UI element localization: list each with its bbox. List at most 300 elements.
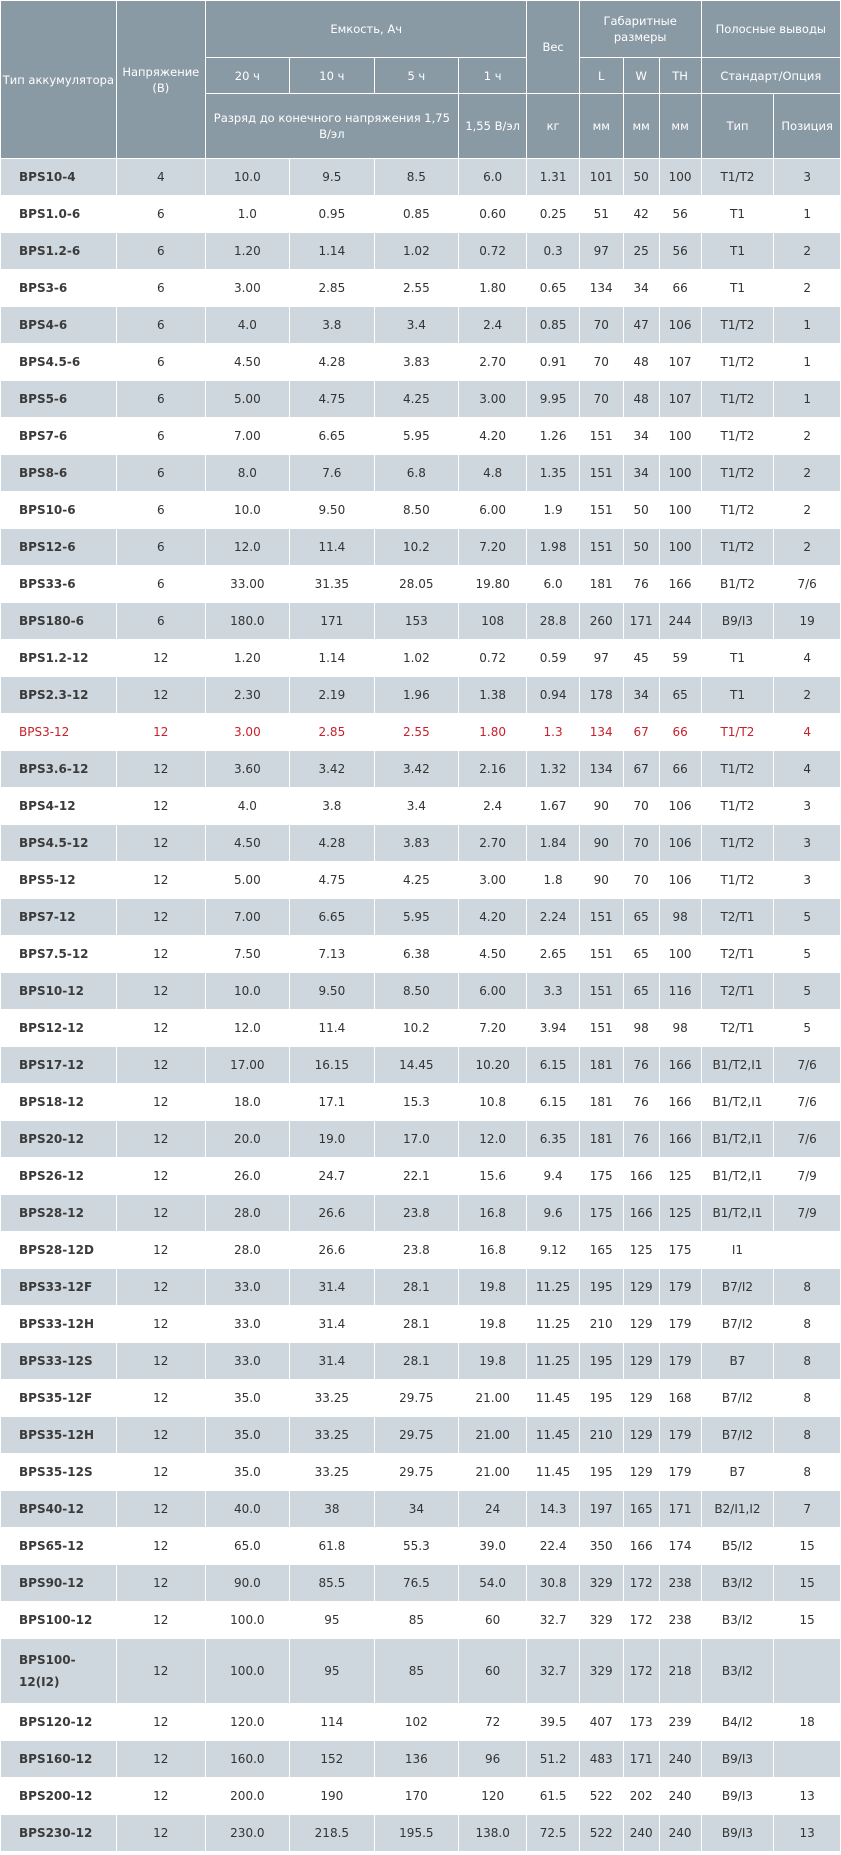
- cell-length: 70: [579, 381, 623, 418]
- cell-cap-1h: 19.8: [458, 1306, 527, 1343]
- cell-terminal-type: T1: [701, 640, 774, 677]
- cell-cap-1h: 21.00: [458, 1417, 527, 1454]
- cell-height: 59: [659, 640, 701, 677]
- cell-terminal-type: B7/I2: [701, 1269, 774, 1306]
- cell-width: 70: [623, 788, 659, 825]
- cell-weight: 39.5: [527, 1704, 579, 1741]
- header-dim-l: L: [579, 58, 623, 94]
- cell-width: 70: [623, 825, 659, 862]
- cell-voltage: 12: [116, 1639, 205, 1704]
- cell-model: BPS28-12D: [1, 1232, 117, 1269]
- table-row: [1, 788, 841, 825]
- cell-terminal-type: B9/I3: [701, 1815, 774, 1852]
- cell-cap-5h: 3.83: [374, 825, 458, 862]
- cell-terminal-type: T1/T2: [701, 455, 774, 492]
- cell-model: BPS65-12: [1, 1528, 117, 1565]
- cell-cap-5h: 170: [374, 1778, 458, 1815]
- cell-voltage: 12: [116, 1778, 205, 1815]
- cell-terminal-type: B5/I2: [701, 1528, 774, 1565]
- cell-cap-10h: 171: [289, 603, 374, 640]
- cell-cap-1h: 4.8: [458, 455, 527, 492]
- cell-weight: 0.59: [527, 640, 579, 677]
- cell-weight: 6.15: [527, 1084, 579, 1121]
- cell-voltage: 12: [116, 936, 205, 973]
- cell-terminal-position: 8: [774, 1454, 841, 1491]
- cell-height: 106: [659, 788, 701, 825]
- cell-voltage: 12: [116, 1491, 205, 1528]
- cell-width: 171: [623, 603, 659, 640]
- cell-cap-1h: 3.00: [458, 862, 527, 899]
- cell-terminal-type: T2/T1: [701, 1010, 774, 1047]
- cell-cap-10h: 33.25: [289, 1417, 374, 1454]
- cell-terminal-position: [774, 1741, 841, 1778]
- cell-model: BPS35-12H: [1, 1417, 117, 1454]
- cell-length: 181: [579, 1047, 623, 1084]
- cell-model: BPS90-12: [1, 1565, 117, 1602]
- cell-cap-20h: 100.0: [205, 1602, 289, 1639]
- cell-voltage: 12: [116, 1602, 205, 1639]
- table-row: [1, 1491, 841, 1528]
- cell-terminal-type: B7: [701, 1454, 774, 1491]
- cell-model: BPS10-6: [1, 492, 117, 529]
- cell-width: 65: [623, 936, 659, 973]
- cell-voltage: 12: [116, 1741, 205, 1778]
- cell-terminal-type: B9/I3: [701, 603, 774, 640]
- cell-cap-10h: 6.65: [289, 418, 374, 455]
- table-row: [1, 603, 841, 640]
- cell-cap-10h: 114: [289, 1704, 374, 1741]
- cell-voltage: 12: [116, 1232, 205, 1269]
- cell-height: 166: [659, 566, 701, 603]
- cell-model: BPS40-12: [1, 1491, 117, 1528]
- cell-cap-20h: 12.0: [205, 1010, 289, 1047]
- cell-cap-20h: 65.0: [205, 1528, 289, 1565]
- cell-terminal-type: B3/I2: [701, 1602, 774, 1639]
- cell-length: 210: [579, 1306, 623, 1343]
- cell-terminal-position: 2: [774, 418, 841, 455]
- cell-cap-20h: 3.00: [205, 714, 289, 751]
- cell-cap-20h: 4.50: [205, 825, 289, 862]
- cell-height: 66: [659, 751, 701, 788]
- cell-cap-20h: 35.0: [205, 1417, 289, 1454]
- cell-voltage: 12: [116, 751, 205, 788]
- cell-terminal-position: 2: [774, 677, 841, 714]
- cell-cap-20h: 4.0: [205, 307, 289, 344]
- cell-width: 42: [623, 196, 659, 233]
- header-terminals: Полосные выводы: [701, 1, 840, 58]
- table-row: [1, 1528, 841, 1565]
- table-row: [1, 1639, 841, 1704]
- cell-terminal-position: 4: [774, 640, 841, 677]
- cell-cap-10h: 24.7: [289, 1158, 374, 1195]
- cell-length: 197: [579, 1491, 623, 1528]
- cell-length: 151: [579, 455, 623, 492]
- cell-length: 181: [579, 1084, 623, 1121]
- header-discharge-note-1h: 1,55 В/эл: [458, 94, 527, 159]
- cell-cap-1h: 39.0: [458, 1528, 527, 1565]
- cell-cap-20h: 33.0: [205, 1343, 289, 1380]
- header-rate-10h: 10 ч: [289, 58, 374, 94]
- cell-cap-10h: 11.4: [289, 1010, 374, 1047]
- cell-width: 173: [623, 1704, 659, 1741]
- cell-cap-5h: 0.85: [374, 196, 458, 233]
- cell-cap-20h: 90.0: [205, 1565, 289, 1602]
- cell-height: 56: [659, 233, 701, 270]
- cell-cap-1h: 12.0: [458, 1121, 527, 1158]
- cell-terminal-position: 7: [774, 1491, 841, 1528]
- cell-cap-10h: 61.8: [289, 1528, 374, 1565]
- header-weight: Вес: [527, 1, 579, 94]
- cell-height: 107: [659, 344, 701, 381]
- cell-cap-10h: 9.50: [289, 973, 374, 1010]
- cell-cap-10h: 1.14: [289, 640, 374, 677]
- table-row: [1, 714, 841, 751]
- cell-cap-10h: 3.8: [289, 788, 374, 825]
- cell-cap-1h: 72: [458, 1704, 527, 1741]
- cell-cap-1h: 19.80: [458, 566, 527, 603]
- cell-length: 151: [579, 529, 623, 566]
- cell-model: BPS100-12(I2): [1, 1639, 117, 1704]
- cell-weight: 11.25: [527, 1269, 579, 1306]
- cell-cap-5h: 23.8: [374, 1195, 458, 1232]
- cell-terminal-position: 1: [774, 344, 841, 381]
- cell-cap-10h: 9.5: [289, 159, 374, 196]
- cell-height: 66: [659, 714, 701, 751]
- table-row: [1, 492, 841, 529]
- cell-height: 116: [659, 973, 701, 1010]
- cell-weight: 9.6: [527, 1195, 579, 1232]
- cell-model: BPS7-12: [1, 899, 117, 936]
- cell-cap-5h: 10.2: [374, 529, 458, 566]
- cell-cap-1h: 138.0: [458, 1815, 527, 1852]
- cell-width: 34: [623, 270, 659, 307]
- cell-terminal-type: B1/T2: [701, 566, 774, 603]
- cell-height: 100: [659, 529, 701, 566]
- cell-length: 407: [579, 1704, 623, 1741]
- cell-terminal-position: 8: [774, 1417, 841, 1454]
- cell-weight: 1.9: [527, 492, 579, 529]
- cell-cap-20h: 28.0: [205, 1195, 289, 1232]
- cell-terminal-position: 7/6: [774, 1084, 841, 1121]
- cell-cap-5h: 85: [374, 1602, 458, 1639]
- cell-terminal-type: B7/I2: [701, 1417, 774, 1454]
- cell-terminal-type: T2/T1: [701, 899, 774, 936]
- cell-width: 34: [623, 418, 659, 455]
- cell-weight: 0.85: [527, 307, 579, 344]
- cell-cap-20h: 120.0: [205, 1704, 289, 1741]
- cell-cap-10h: 17.1: [289, 1084, 374, 1121]
- cell-weight: 1.84: [527, 825, 579, 862]
- cell-length: 90: [579, 862, 623, 899]
- cell-terminal-position: 8: [774, 1269, 841, 1306]
- cell-cap-1h: 60: [458, 1602, 527, 1639]
- cell-cap-20h: 4.0: [205, 788, 289, 825]
- header-dimensions: Габаритные размеры: [579, 1, 701, 58]
- cell-terminal-type: B1/T2,I1: [701, 1195, 774, 1232]
- cell-cap-1h: 7.20: [458, 529, 527, 566]
- cell-terminal-position: 7/9: [774, 1195, 841, 1232]
- cell-height: 56: [659, 196, 701, 233]
- cell-weight: 0.25: [527, 196, 579, 233]
- cell-cap-1h: 10.20: [458, 1047, 527, 1084]
- cell-cap-5h: 5.95: [374, 418, 458, 455]
- table-row: [1, 529, 841, 566]
- cell-cap-20h: 100.0: [205, 1639, 289, 1704]
- cell-voltage: 6: [116, 529, 205, 566]
- cell-cap-5h: 28.1: [374, 1343, 458, 1380]
- cell-weight: 1.8: [527, 862, 579, 899]
- cell-cap-10h: 3.8: [289, 307, 374, 344]
- cell-height: 125: [659, 1158, 701, 1195]
- cell-width: 48: [623, 381, 659, 418]
- header-unit-mm-th: мм: [659, 94, 701, 159]
- cell-height: 100: [659, 418, 701, 455]
- cell-voltage: 6: [116, 455, 205, 492]
- cell-cap-10h: 31.4: [289, 1269, 374, 1306]
- table-row: [1, 1232, 841, 1269]
- cell-weight: 11.25: [527, 1306, 579, 1343]
- cell-cap-20h: 33.0: [205, 1306, 289, 1343]
- cell-terminal-type: B7/I2: [701, 1380, 774, 1417]
- cell-width: 129: [623, 1454, 659, 1491]
- cell-height: 179: [659, 1454, 701, 1491]
- cell-cap-1h: 15.6: [458, 1158, 527, 1195]
- cell-width: 172: [623, 1602, 659, 1639]
- cell-terminal-position: 4: [774, 714, 841, 751]
- cell-cap-20h: 5.00: [205, 862, 289, 899]
- table-row: [1, 1815, 841, 1852]
- cell-weight: 11.45: [527, 1380, 579, 1417]
- cell-weight: 1.32: [527, 751, 579, 788]
- table-row: [1, 1306, 841, 1343]
- cell-terminal-type: T1/T2: [701, 307, 774, 344]
- cell-height: 100: [659, 159, 701, 196]
- cell-cap-1h: 16.8: [458, 1195, 527, 1232]
- cell-length: 178: [579, 677, 623, 714]
- cell-terminal-position: 5: [774, 973, 841, 1010]
- cell-length: 151: [579, 936, 623, 973]
- header-type: Тип аккумулятора: [1, 1, 117, 159]
- cell-terminal-position: 7/6: [774, 1047, 841, 1084]
- cell-cap-5h: 102: [374, 1704, 458, 1741]
- table-row: [1, 1380, 841, 1417]
- cell-model: BPS10-12: [1, 973, 117, 1010]
- cell-length: 134: [579, 751, 623, 788]
- cell-cap-1h: 21.00: [458, 1454, 527, 1491]
- cell-weight: 11.25: [527, 1343, 579, 1380]
- table-row: [1, 159, 841, 196]
- cell-weight: 6.0: [527, 566, 579, 603]
- header-terminals-std: Стандарт/Опция: [701, 58, 840, 94]
- cell-cap-10h: 85.5: [289, 1565, 374, 1602]
- cell-cap-5h: 3.4: [374, 307, 458, 344]
- cell-cap-10h: 31.4: [289, 1343, 374, 1380]
- cell-height: 98: [659, 1010, 701, 1047]
- cell-terminal-type: T1/T2: [701, 159, 774, 196]
- cell-cap-1h: 120: [458, 1778, 527, 1815]
- cell-voltage: 12: [116, 1380, 205, 1417]
- cell-cap-20h: 4.50: [205, 344, 289, 381]
- cell-cap-10h: 2.85: [289, 270, 374, 307]
- cell-model: BPS20-12: [1, 1121, 117, 1158]
- cell-length: 329: [579, 1565, 623, 1602]
- cell-voltage: 12: [116, 677, 205, 714]
- cell-cap-10h: 3.42: [289, 751, 374, 788]
- cell-height: 238: [659, 1602, 701, 1639]
- cell-terminal-type: B1/T2,I1: [701, 1121, 774, 1158]
- cell-terminal-position: 3: [774, 159, 841, 196]
- cell-voltage: 12: [116, 1158, 205, 1195]
- header-discharge-note: Разряд до конечного напряжения 1,75 В/эл: [205, 94, 458, 159]
- cell-model: BPS33-12S: [1, 1343, 117, 1380]
- cell-voltage: 6: [116, 233, 205, 270]
- cell-voltage: 12: [116, 640, 205, 677]
- cell-weight: 0.65: [527, 270, 579, 307]
- header-terminal-position: Позиция: [774, 94, 841, 159]
- cell-width: 166: [623, 1195, 659, 1232]
- cell-cap-5h: 3.4: [374, 788, 458, 825]
- cell-height: 179: [659, 1343, 701, 1380]
- cell-cap-10h: 19.0: [289, 1121, 374, 1158]
- cell-terminal-position: 2: [774, 492, 841, 529]
- cell-cap-10h: 7.6: [289, 455, 374, 492]
- cell-cap-1h: 2.70: [458, 344, 527, 381]
- table-row: [1, 1195, 841, 1232]
- cell-voltage: 12: [116, 1306, 205, 1343]
- cell-terminal-type: B3/I2: [701, 1565, 774, 1602]
- cell-height: 98: [659, 899, 701, 936]
- cell-height: 179: [659, 1269, 701, 1306]
- cell-length: 329: [579, 1602, 623, 1639]
- cell-model: BPS8-6: [1, 455, 117, 492]
- cell-terminal-type: B1/T2,I1: [701, 1158, 774, 1195]
- cell-cap-5h: 1.96: [374, 677, 458, 714]
- cell-width: 129: [623, 1417, 659, 1454]
- table-row: [1, 1121, 841, 1158]
- cell-length: 101: [579, 159, 623, 196]
- cell-cap-1h: 6.00: [458, 973, 527, 1010]
- cell-cap-1h: 1.80: [458, 270, 527, 307]
- cell-terminal-type: T1/T2: [701, 788, 774, 825]
- cell-length: 151: [579, 492, 623, 529]
- table-row: [1, 381, 841, 418]
- cell-cap-5h: 55.3: [374, 1528, 458, 1565]
- cell-cap-1h: 4.20: [458, 899, 527, 936]
- cell-cap-5h: 6.8: [374, 455, 458, 492]
- cell-model: BPS5-12: [1, 862, 117, 899]
- cell-model: BPS2.3-12: [1, 677, 117, 714]
- cell-cap-20h: 33.00: [205, 566, 289, 603]
- cell-length: 97: [579, 233, 623, 270]
- cell-cap-1h: 3.00: [458, 381, 527, 418]
- cell-length: 70: [579, 344, 623, 381]
- table-row: [1, 1269, 841, 1306]
- cell-cap-10h: 31.4: [289, 1306, 374, 1343]
- table-row: [1, 1704, 841, 1741]
- cell-terminal-type: T1/T2: [701, 418, 774, 455]
- cell-model: BPS17-12: [1, 1047, 117, 1084]
- cell-model: BPS33-6: [1, 566, 117, 603]
- cell-length: 195: [579, 1269, 623, 1306]
- cell-voltage: 4: [116, 159, 205, 196]
- cell-width: 76: [623, 1084, 659, 1121]
- cell-terminal-type: B2/I1,I2: [701, 1491, 774, 1528]
- header-voltage: Напряжение (В): [116, 1, 205, 159]
- cell-width: 98: [623, 1010, 659, 1047]
- cell-cap-1h: 7.20: [458, 1010, 527, 1047]
- cell-voltage: 12: [116, 1528, 205, 1565]
- table-row: [1, 1047, 841, 1084]
- table-row: [1, 307, 841, 344]
- cell-cap-5h: 23.8: [374, 1232, 458, 1269]
- table-row: [1, 1417, 841, 1454]
- table-row: [1, 1741, 841, 1778]
- cell-height: 171: [659, 1491, 701, 1528]
- cell-terminal-position: 7/6: [774, 1121, 841, 1158]
- cell-length: 134: [579, 270, 623, 307]
- cell-terminal-type: B7: [701, 1343, 774, 1380]
- cell-terminal-type: B1/T2,I1: [701, 1047, 774, 1084]
- cell-terminal-type: B4/I2: [701, 1704, 774, 1741]
- cell-cap-10h: 38: [289, 1491, 374, 1528]
- cell-weight: 6.35: [527, 1121, 579, 1158]
- cell-weight: 1.35: [527, 455, 579, 492]
- cell-terminal-position: 2: [774, 529, 841, 566]
- cell-length: 151: [579, 899, 623, 936]
- cell-model: BPS180-6: [1, 603, 117, 640]
- cell-terminal-position: 8: [774, 1306, 841, 1343]
- cell-length: 151: [579, 973, 623, 1010]
- cell-terminal-position: 13: [774, 1815, 841, 1852]
- header-rate-5h: 5 ч: [374, 58, 458, 94]
- cell-cap-5h: 17.0: [374, 1121, 458, 1158]
- cell-cap-20h: 10.0: [205, 973, 289, 1010]
- cell-cap-10h: 2.85: [289, 714, 374, 751]
- cell-terminal-type: T1/T2: [701, 751, 774, 788]
- cell-cap-5h: 153: [374, 603, 458, 640]
- cell-weight: 0.3: [527, 233, 579, 270]
- table-row: [1, 862, 841, 899]
- cell-model: BPS200-12: [1, 1778, 117, 1815]
- cell-cap-1h: 4.50: [458, 936, 527, 973]
- cell-cap-10h: 2.19: [289, 677, 374, 714]
- cell-terminal-position: 18: [774, 1704, 841, 1741]
- cell-weight: 0.91: [527, 344, 579, 381]
- cell-weight: 2.65: [527, 936, 579, 973]
- table-row: [1, 455, 841, 492]
- cell-length: 522: [579, 1778, 623, 1815]
- cell-voltage: 6: [116, 492, 205, 529]
- cell-height: 106: [659, 307, 701, 344]
- cell-voltage: 12: [116, 1047, 205, 1084]
- cell-cap-10h: 9.50: [289, 492, 374, 529]
- cell-cap-20h: 8.0: [205, 455, 289, 492]
- cell-height: 125: [659, 1195, 701, 1232]
- cell-weight: 51.2: [527, 1741, 579, 1778]
- cell-width: 129: [623, 1380, 659, 1417]
- cell-length: 165: [579, 1232, 623, 1269]
- table-row: [1, 751, 841, 788]
- cell-cap-10h: 152: [289, 1741, 374, 1778]
- cell-cap-1h: 21.00: [458, 1380, 527, 1417]
- cell-cap-10h: 95: [289, 1602, 374, 1639]
- table-row: [1, 1010, 841, 1047]
- table-row: [1, 1602, 841, 1639]
- cell-length: 350: [579, 1528, 623, 1565]
- cell-width: 240: [623, 1815, 659, 1852]
- cell-voltage: 12: [116, 899, 205, 936]
- cell-model: BPS1.2-12: [1, 640, 117, 677]
